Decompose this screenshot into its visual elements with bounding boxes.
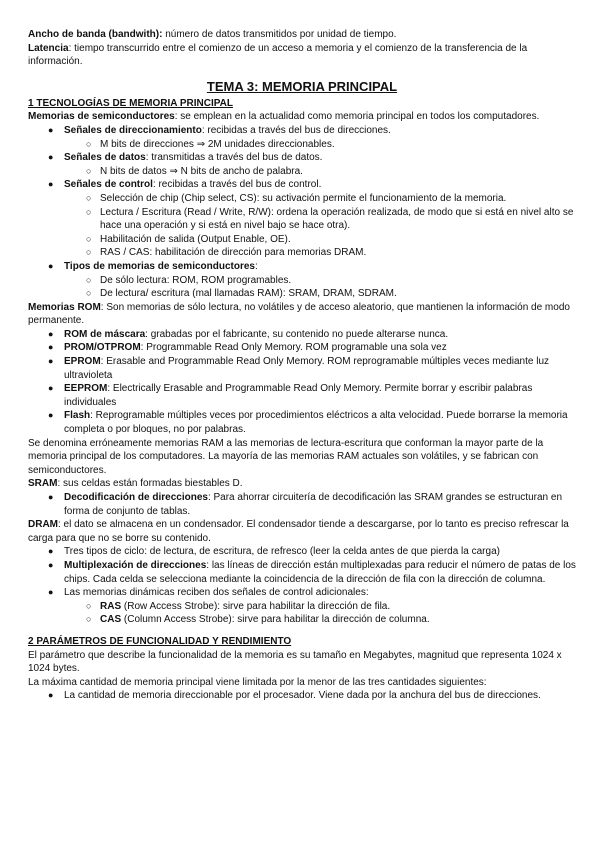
circle-bullet-icon: ○ [86, 165, 92, 176]
circle-bullet-icon: ○ [86, 138, 92, 149]
semiconductores-paragraph: Memorias de semiconductores: se emplean en la actualidad como memoria principal en todos los computadores. [28, 111, 540, 123]
list-item: ● Las memorias dinámicas reciben dos señales de control adicionales: [48, 587, 369, 599]
bullet-icon: ● [48, 690, 54, 701]
document-page [28, 28, 576, 703]
list-item: ● PROM/OTPROM: Programmable Read Only Memory. ROM programable una sola vez [48, 342, 447, 354]
list-item: ● Decodificación de direcciones: Para ahorrar circuitería de decodificación las SRAM grandes se estructuran en forma de conjunto de tablas. [48, 492, 562, 517]
sub-list-item: ○ De lectura/ escritura (mal llamadas RAM): SRAM, DRAM, SDRAM. [86, 288, 397, 300]
bullet-icon: ● [48, 559, 54, 570]
list-item: ● Señales de datos: transmitidas a través del bus de datos. [48, 152, 323, 164]
sram-paragraph: SRAM: sus celdas están formadas biestables D. [28, 478, 243, 490]
list-item: ● La cantidad de memoria direccionable por el procesador. Viene dada por la anchura del bus de direcciones. [48, 690, 541, 702]
bullet-icon: ● [48, 587, 54, 598]
bullet-icon: ● [48, 410, 54, 421]
maxima-cantidad-paragraph: La máxima cantidad de memoria principal viene limitada por la menor de las tres cantidades siguientes: [28, 676, 487, 688]
bullet-icon: ● [48, 124, 54, 135]
section-1-heading: 1 TECNOLOGÍAS DE MEMORIA PRINCIPAL [28, 97, 234, 109]
list-item: ● EPROM: Erasable and Programmable Read Only Memory. ROM reprogramable múltiples veces mediante luz ultravioleta [48, 356, 550, 381]
circle-bullet-icon: ○ [86, 600, 92, 611]
memorias-rom-paragraph: Memorias ROM: Son memorias de sólo lectura, no volátiles y de acceso aleatorio, que mantienen la información de modo permanente. [28, 301, 570, 327]
circle-bullet-icon: ○ [86, 288, 92, 299]
sub-list-item: ○ RAS (Row Access Strobe): sirve para habilitar la dirección de fila. [86, 600, 391, 612]
bullet-icon: ● [48, 546, 54, 557]
list-item: ● ROM de máscara: grabadas por el fabricante, su contenido no puede alterarse nunca. [48, 328, 449, 340]
circle-bullet-icon: ○ [86, 247, 92, 258]
list-item: ● Tres tipos de ciclo: de lectura, de escritura, de refresco (leer la celda antes de que pierda la carga) [48, 546, 500, 558]
circle-bullet-icon: ○ [86, 614, 92, 625]
circle-bullet-icon: ○ [86, 233, 92, 244]
sub-list-item: ○ Habilitación de salida (Output Enable, OE). [86, 233, 291, 245]
ram-paragraph: Se denomina erróneamente memorias RAM a las memorias de lectura-escritura que conforman la mayor parte de la memoria principal de los computadores. La mayoría de las memorias RAM actuales son volátiles, y se fabrican con semiconductores. [28, 437, 544, 476]
section-2-heading: 2 PARÁMETROS DE FUNCIONALIDAD Y RENDIMIENTO [28, 635, 292, 647]
sub-list-item: ○ RAS / CAS: habilitación de dirección para memorias DRAM. [86, 247, 367, 259]
list-item: ● Señales de control: recibidas a través del bus de control. [48, 179, 322, 191]
sub-list-item: ○ Selección de chip (Chip select, CS): su activación permite el funcionamiento de la memoria. [86, 192, 507, 204]
funcionalidad-paragraph: El parámetro que describe la funcionalidad de la memoria es su tamaño en Megabytes, magnitud que representa 1024 x 1024 bytes. [28, 649, 562, 675]
bullet-icon: ● [48, 356, 54, 367]
bullet-icon: ● [48, 179, 54, 190]
sub-list-item: ○ De sólo lectura: ROM, ROM programables. [86, 274, 292, 286]
list-item: ● Señales de direccionamiento: recibidas a través del bus de direcciones. [48, 124, 391, 136]
list-item: ● Tipos de memorias de semiconductores: [48, 260, 258, 272]
sub-list-item: ○ N bits de datos ⇒ N bits de ancho de palabra. [86, 165, 303, 177]
bullet-icon: ● [48, 152, 54, 163]
circle-bullet-icon: ○ [86, 274, 92, 285]
circle-bullet-icon: ○ [86, 206, 92, 217]
bullet-icon: ● [48, 492, 54, 502]
bullet-icon: ● [48, 328, 54, 339]
bullet-icon: ● [48, 260, 54, 271]
list-item: ● EEPROM: Electrically Erasable and Programmable Read Only Memory. Permite borrar y escribir palabras individuales [48, 383, 533, 408]
circle-bullet-icon: ○ [86, 192, 92, 203]
sub-list-item: ○ Lectura / Escritura (Read / Write, R/W): ordena la operación realizada, de modo que si está en nivel alto se hace una operación y si está en nivel bajo se hace otra). [86, 206, 574, 232]
sub-list-item: ○ CAS (Column Access Strobe): sirve para habilitar la dirección de columna. [86, 614, 430, 626]
bullet-icon: ● [48, 383, 54, 394]
bullet-icon: ● [48, 342, 54, 353]
list-item: ● Multiplexación de direcciones: las líneas de dirección están multiplexadas para reducir el número de patas de los chips. Cada celda se selecciona mediante la coincidencia de la dirección de fila con la dirección de columna. [48, 559, 576, 585]
list-item: ● Flash: Reprogramable múltiples veces por procedimientos eléctricos a alta velocidad. Puede borrarse la memoria completa o por bloques, no por palabras. [48, 410, 568, 436]
ancho-de-banda-definition: Ancho de banda (bandwith): número de datos transmitidos por unidad de tiempo. [28, 29, 397, 40]
latencia-definition: Latencia: tiempo transcurrido entre el comienzo de un acceso a memoria y el comienzo de la transferencia de la información. [28, 42, 528, 68]
page-title: TEMA 3: MEMORIA PRINCIPAL [206, 78, 398, 94]
dram-paragraph: DRAM: el dato se almacena en un condensador. El condensador tiende a descargarse, por lo tanto es preciso refrescar la carga para que no se borre su contenido. [28, 519, 569, 544]
sub-list-item: ○ M bits de direcciones ⇒ 2M unidades direccionables. [86, 138, 335, 150]
